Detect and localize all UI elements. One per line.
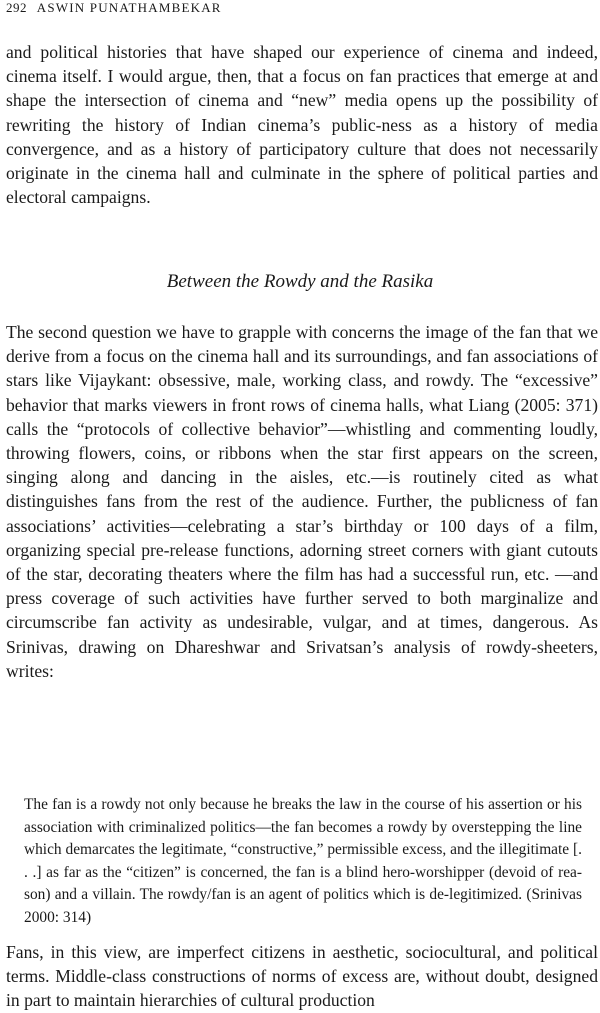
paragraph-imperfect-citizens: Fans, in this view, are imperfect citizens in aesthetic, sociocultural, and political terms. Middle-class constructions of norms of excess are, without doubt, designed in part to maintain hierarchies of cultural production	[6, 942, 598, 1011]
paragraph-continued: and political histories that have shaped our experience of cinema and indeed, cinema itself. I would argue, then, that a focus on fan practices that emerge at and shape the intersection of cinema and “new” media opens up the possibility of rewriting the history of Indian cinema’s public-ness as a history of media convergence, and as a history of participatory culture that does not necessarily originate in the cinema hall and culminate in the sphere of political parties and electoral campaigns.	[6, 42, 598, 208]
page-number: 292	[6, 0, 27, 15]
block-quote-srinivas: The fan is a rowdy not only because he breaks the law in the course of his assertion or his association with criminalized politics—the fan becomes a rowdy by overstepping the line which demarcates the legitimate, “constructive,” permissible excess, and the illegitimate [. . .] as far as the “citizen” is concerned, the fan is a blind hero-worshipper (devoid of reason) and a villain. The rowdy/fan is an agent of politics which is de-legitimized. (Srinivas 2000: 314)	[24, 796, 582, 926]
paragraph-rowdy-image: The second question we have to grapple with concerns the image of the fan that we derive from a focus on the cinema hall and its surroundings, and fan associations of stars like Vijaykant: obsessive, male, working class, and rowdy. The “excessive” behavior that marks viewers in front rows of cinema halls, what Liang (2005: 371) calls the “protocols of collective behavior”—whistling and commenting loudly, throwing flowers, coins, or ribbons when the star first appears on the screen, singing along and dancing in the aisles, etc.—is routinely cited as what distinguishes fans from the rest of the audience. Further, the publicness of fan associations’ activities—celebrating a star’s birthday or 100 days of a film, organizing special pre-release functions, adorning street corners with giant cutouts of the star, decorating theaters where the film has had a successful run, etc. —and press coverage of such activities have further served to both marginalize and circumscribe fan activity as undesirable, vulgar, and at times, dangerous. As Srinivas, drawing on Dhareshwar and Srivatsan’s analysis of rowdy-sheeters, writes:	[6, 322, 598, 681]
running-head-author: ASWIN PUNATHAMBEKAR	[36, 0, 222, 15]
section-heading: Between the Rowdy and the Rasika	[166, 271, 434, 292]
running-head	[6, 0, 222, 16]
